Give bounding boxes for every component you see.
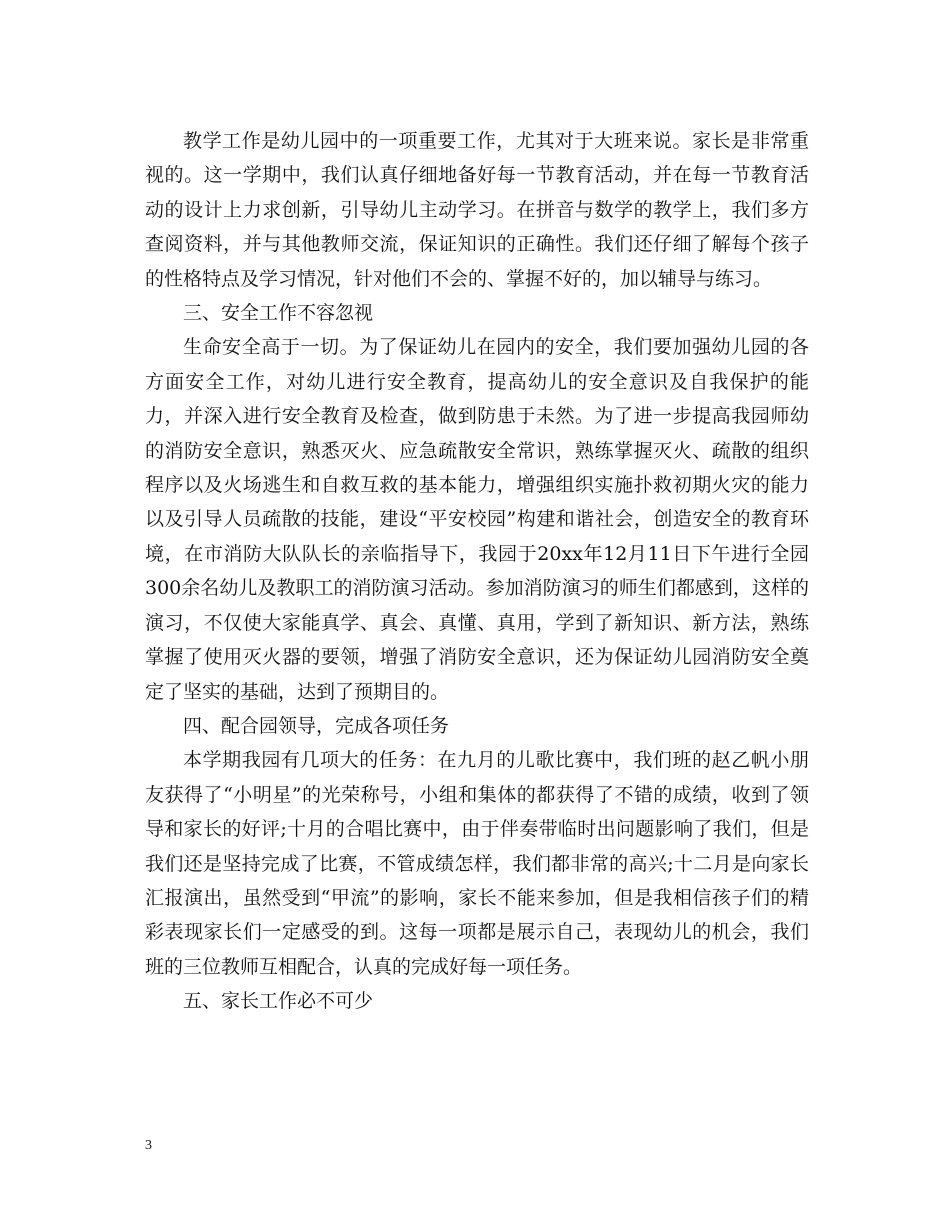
page-number: 3 [145, 1138, 152, 1153]
paragraph-tasks: 本学期我园有几项大的任务：在九月的儿歌比赛中，我们班的赵乙帆小朋友获得了“小明星”的光荣称号，小组和集体的都获得了不错的成绩，收到了领导和家长的好评;十月的合唱比赛中，由于伴奏带临时出问题影响了我们，但是我们还是坚持完成了比赛，不管成绩怎样，我们都非常的高兴;十二月是向家长汇报演出，虽然受到“甲流”的影响，家长不能来参加，但是我相信孩子们的精彩表现家长们一定感受的到。这每一项都是展示自己，表现幼儿的机会，我们班的三位教师互相配合，认真的完成好每一项任务。 [145, 749, 809, 978]
heading-cooperation: 四、配合园领导，完成各项任务 [183, 714, 450, 737]
heading-parents: 五、家长工作必不可少 [183, 990, 374, 1013]
heading-safety: 三、安全工作不容忽视 [183, 302, 374, 325]
document-body [145, 124, 809, 1019]
paragraph-teaching: 教学工作是幼儿园中的一项重要工作，尤其对于大班来说。家长是非常重视的。这一学期中，我们认真仔细地备好每一节教育活动，并在每一节教育活动的设计上力求创新，引导幼儿主动学习。在拼音与数学的教学上，我们多方查阅资料，并与其他教师交流，保证知识的正确性。我们还仔细了解每个孩子的性格特点及学习情况，针对他们不会的、掌握不好的，加以辅导与练习。 [145, 130, 809, 290]
paragraph-safety: 生命安全高于一切。为了保证幼儿在园内的安全，我们要加强幼儿园的各方面安全工作，对幼儿进行安全教育，提高幼儿的安全意识及自我保护的能力，并深入进行安全教育及检查，做到防患于未然。为了进一步提高我园师幼的消防安全意识，熟悉灭火、应急疏散安全常识，熟练掌握灭火、疏散的组织程序以及火场逃生和自救互救的基本能力，增强组织实施扑救初期火灾的能力以及引导人员疏散的技能，建设“平安校园”构建和谐社会，创造安全的教育环境，在市消防大队队长的亲临指导下，我园于20xx年12月11日下午进行全园300余名幼儿及教职工的消防演习活动。参加消防演习的师生们都感到，这样的演习，不仅使大家能真学、真会、真懂、真用，学到了新知识、新方法，熟练掌握了使用灭火器的要领，增强了消防安全意识，还为保证幼儿园消防安全奠定了坚实的基础，达到了预期目的。 [145, 336, 809, 703]
